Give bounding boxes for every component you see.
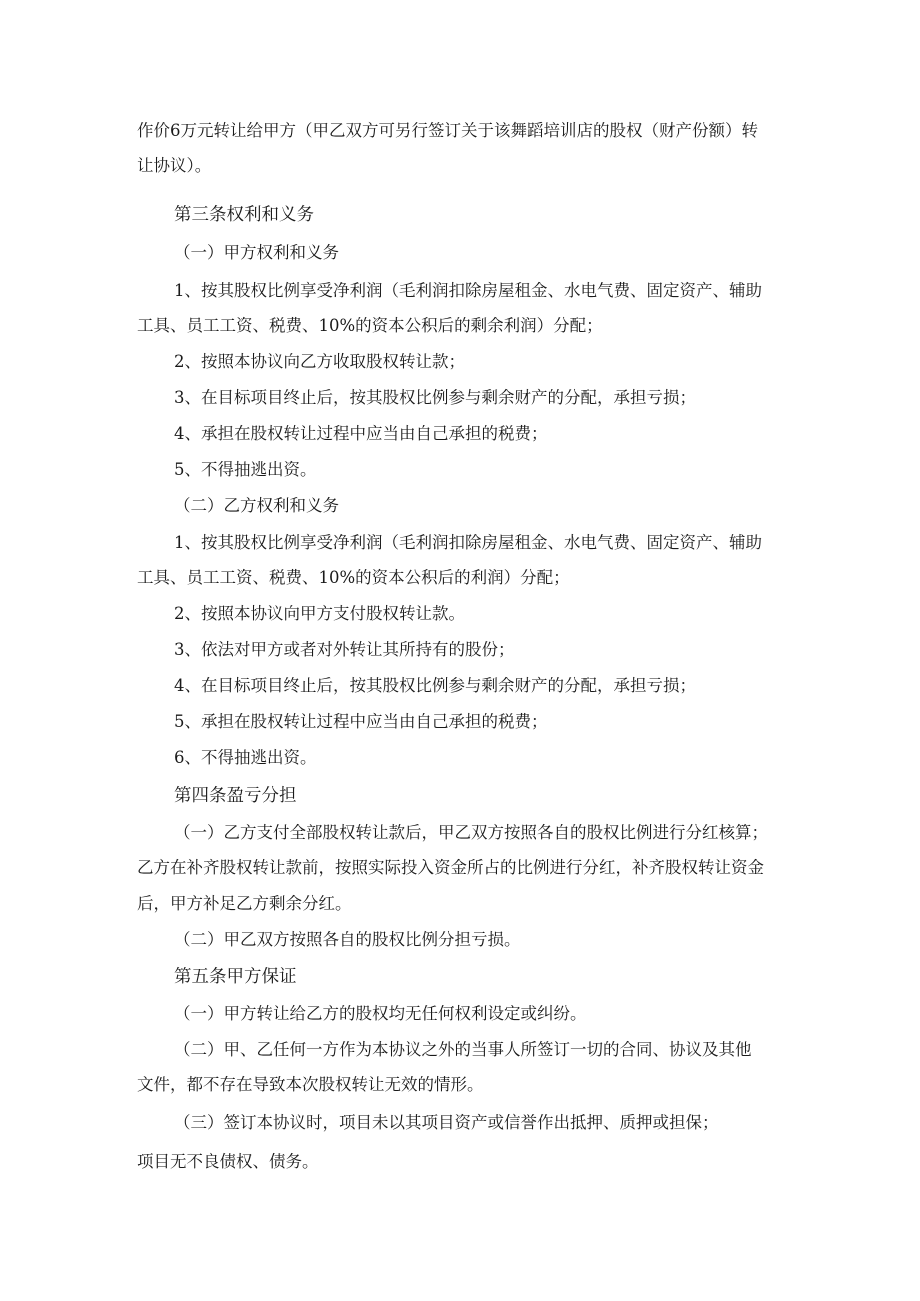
text-line: 3、在目标项目终止后，按其股权比例参与剩余财产的分配，承担亏损； <box>174 388 696 407</box>
text-line: 2、按照本协议向甲方支付股权转让款。 <box>174 604 465 623</box>
text-line: （三）签订本协议时，项目未以其项目资产或信誉作出抵押、质押或担保； <box>174 1113 719 1132</box>
text-line: 6、不得抽逃出资。 <box>174 748 317 767</box>
text-line: 乙方在补齐股权转让款前，按照实际投入资金所占的比例进行分红，补齐股权转让资金 <box>137 858 764 877</box>
text-line: 3、依法对甲方或者对外转让其所持有的股份； <box>174 640 515 659</box>
text-line: （一）乙方支付全部股权转让款后，甲乙双方按照各自的股权比例进行分红核算； <box>174 823 768 842</box>
text-line: 项目无不良债权、债务。 <box>137 1152 319 1171</box>
subsection-heading: （一）甲方权利和义务 <box>174 243 339 262</box>
section-heading-article-4: 第四条盈亏分担 <box>174 786 297 806</box>
text-line: 4、在目标项目终止后，按其股权比例参与剩余财产的分配，承担亏损； <box>174 676 696 695</box>
text-line: 工具、员工工资、税费、10%的资本公积后的剩余利润）分配； <box>137 316 603 335</box>
text-line: 1、按其股权比例享受净利润（毛利润扣除房屋租金、水电气费、固定资产、辅助 <box>174 281 762 300</box>
text-line: （二）甲、乙任何一方作为本协议之外的当事人所签订一切的合同、协议及其他 <box>174 1040 752 1059</box>
section-heading-article-3: 第三条权利和义务 <box>174 205 314 225</box>
text-line: 文件，都不存在导致本次股权转让无效的情形。 <box>137 1075 484 1094</box>
text-line: （二）甲乙双方按照各自的股权比例分担亏损。 <box>174 930 521 949</box>
text-line: 工具、员工工资、税费、10%的资本公积后的利润）分配； <box>137 568 570 587</box>
text-line: （一）甲方转让给乙方的股权均无任何权利设定或纠纷。 <box>174 1004 587 1023</box>
text-line: 作价6万元转让给甲方（甲乙双方可另行签订关于该舞蹈培训店的股权（财产份额）转 <box>137 121 758 140</box>
text-line: 5、承担在股权转让过程中应当由自己承担的税费； <box>174 712 548 731</box>
text-line: 让协议）。 <box>137 156 212 175</box>
text-line: 1、按其股权比例享受净利润（毛利润扣除房屋租金、水电气费、固定资产、辅助 <box>174 533 762 552</box>
text-line: 4、承担在股权转让过程中应当由自己承担的税费； <box>174 424 548 443</box>
text-line: 后，甲方补足乙方剩余分红。 <box>137 894 352 913</box>
section-heading-article-5: 第五条甲方保证 <box>174 967 297 987</box>
text-line: 5、不得抽逃出资。 <box>174 460 317 479</box>
text-line: 2、按照本协议向乙方收取股权转让款； <box>174 352 465 371</box>
subsection-heading: （二）乙方权利和义务 <box>174 496 339 515</box>
